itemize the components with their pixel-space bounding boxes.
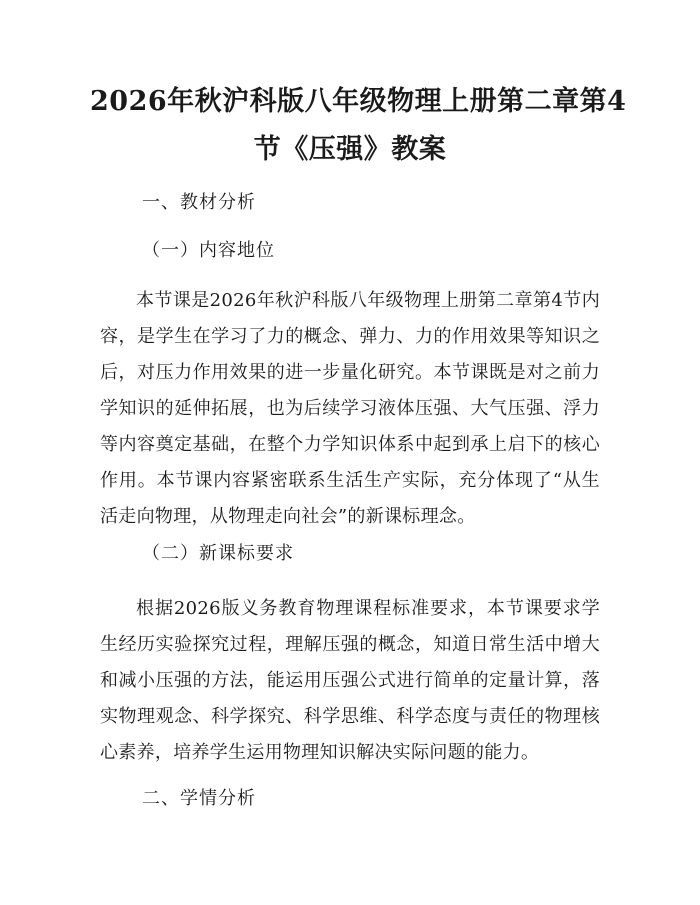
paragraph-curriculum-requirements: 根据2026版义务教育物理课程标准要求，本节课要求学生经历实验探究过程，理解压强的概念，知道日常生活中增大和减小压强的方法，能运用压强公式进行简单的定量计算，落实物理观念、科学探究、科学思维、科学态度与责任的物理核心素养，培养学生运用物理知识解决实际问题的能力。	[100, 598, 600, 763]
document-title-line-1: 2026年秋沪科版八年级物理上册第二章第4	[90, 86, 627, 117]
section-heading-student-analysis: 二、学情分析	[142, 788, 256, 809]
paragraph-content-position: 本节课是2026年秋沪科版八年级物理上册第二章第4节内容，是学生在学习了力的概念、弹力、力的作用效果等知识之后，对压力作用效果的进一步量化研究。本节课既是对之前力学知识的延伸拓展，也为后续学习液体压强、大气压强、浮力等内容奠定基础，在整个力学知识体系中起到承上启下的核心作用。本节课内容紧密联系生活生产实际，充分体现了“从生活走向物理，从物理走向社会”的新课标理念。	[100, 290, 600, 527]
document-title-line-2: 节《压强》教案	[253, 134, 447, 165]
subsection-heading-curriculum-requirements: （二）新课标要求	[142, 543, 294, 564]
section-heading-textbook-analysis: 一、教材分析	[142, 192, 256, 213]
subsection-heading-content-position: （一）内容地位	[142, 240, 275, 261]
